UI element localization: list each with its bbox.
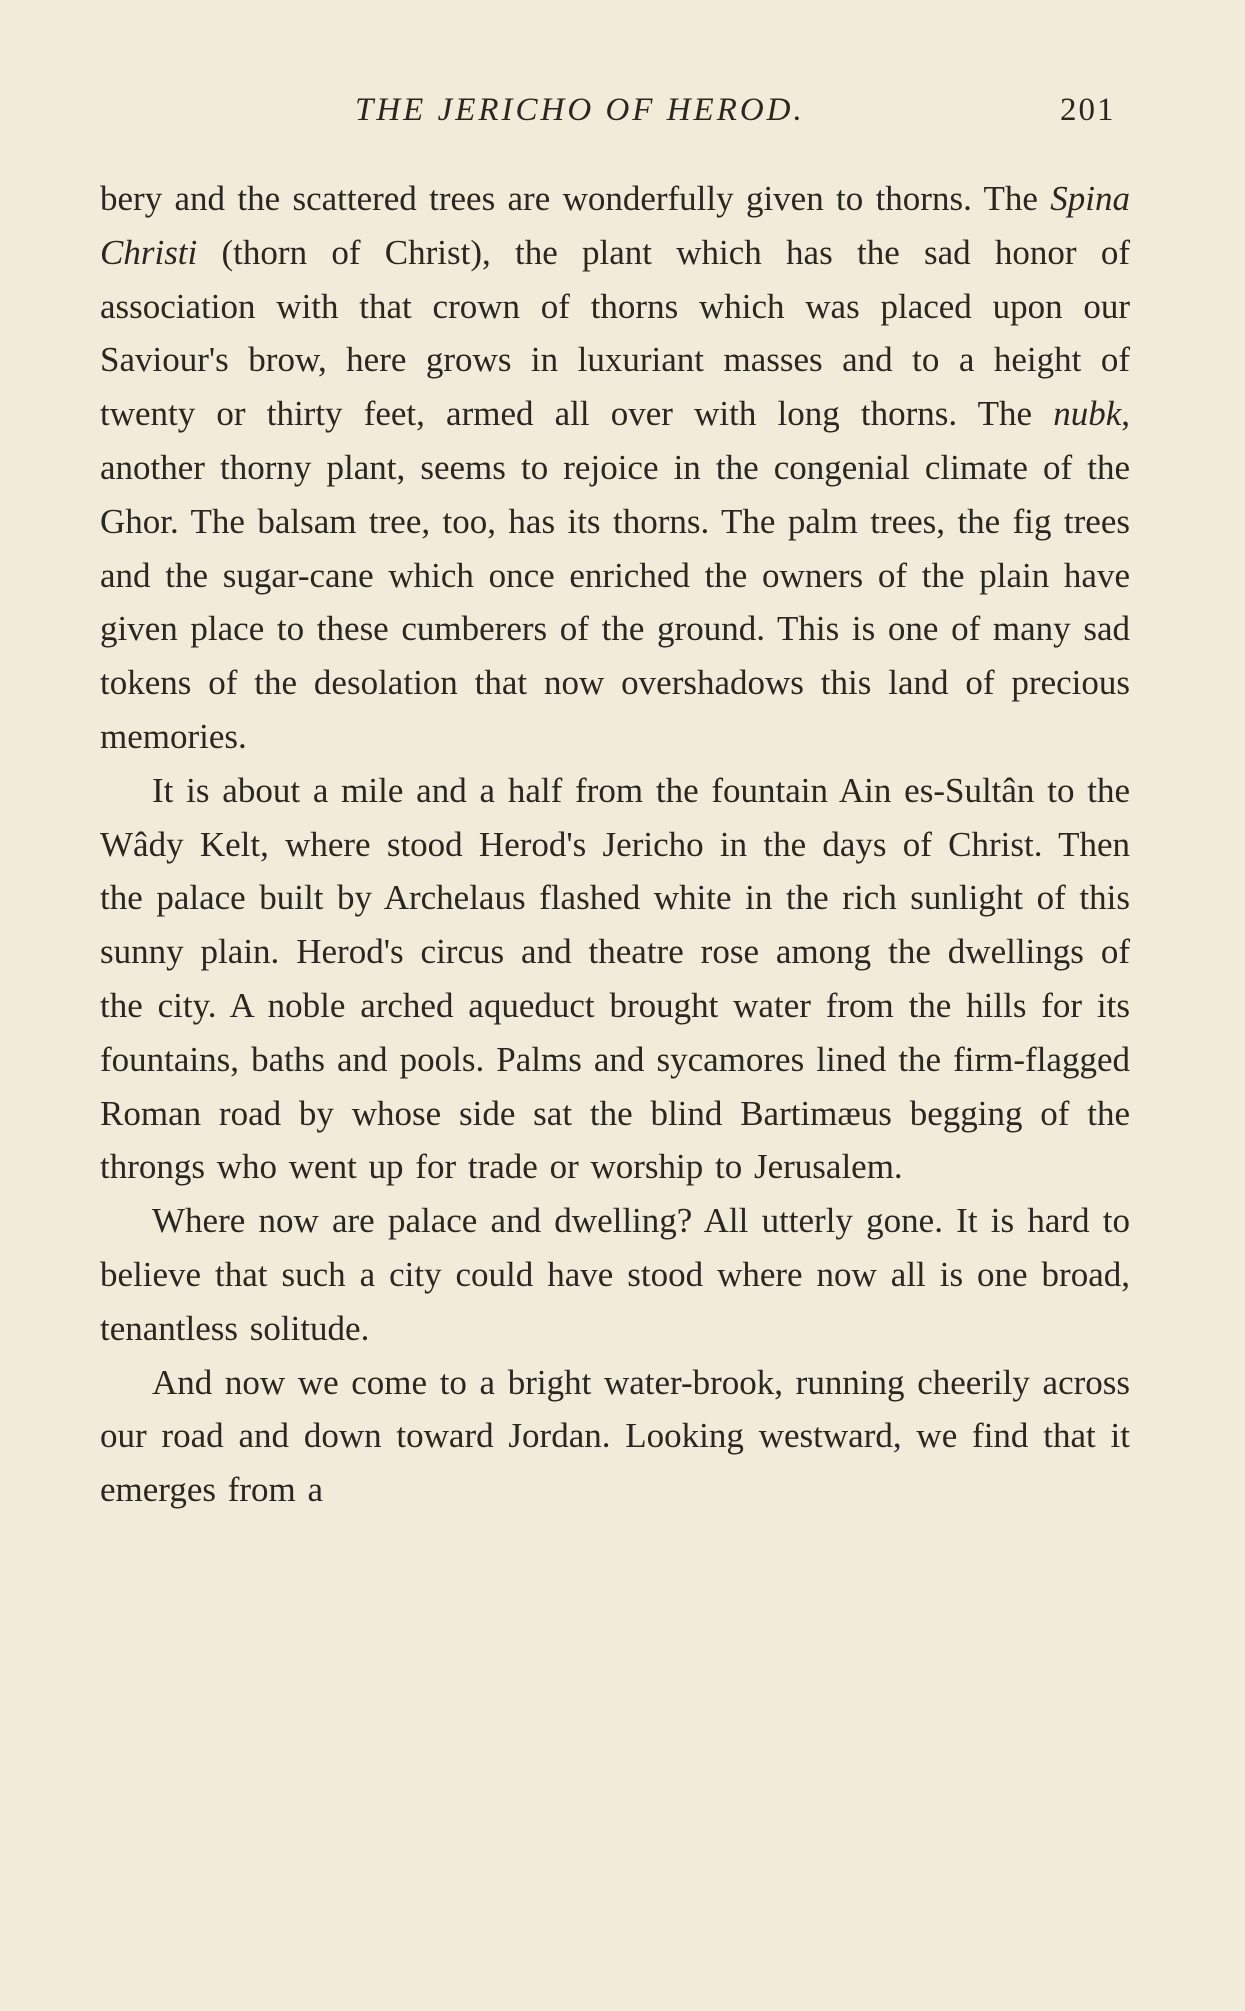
page-header [0,92,1245,142]
term-spina-christi: Spina Christi [100,179,1130,272]
paragraph-1-part-a: bery and the scattered trees are wonderfully given to thorns. The [100,179,1051,218]
page-number: 201 [1060,92,1116,128]
paragraph-1 [100,172,1130,764]
paragraph-1-part-c: , another thorny plant, seems to rejoice in the congenial climate of the Ghor. The balsam tree, too, has its thorns. The palm trees, the fig trees and the sugar-cane which once enriched the owners of the plain have given place to these cumberers of the ground. This is one of many sad tokens of the desolation that now overshadows this land of precious memories. [100,394,1130,756]
paragraph-3: Where now are palace and dwelling? All utterly gone. It is hard to believe that such a city could have stood where now all is one broad, tenantless solitude. [100,1201,1130,1348]
paragraph-2: It is about a mile and a half from the fountain Ain es-Sultân to the Wâdy Kelt, where stood Herod's Jericho in the days of Christ. Then the palace built by Archelaus flashed white in the rich sunlight of this sunny plain. Herod's circus and theatre rose among the dwellings of the city. A noble arched aqueduct brought water from the hills for its fountains, baths and pools. Palms and sycamores lined the firm-flagged Roman road by whose side sat the blind Bartimæus begging of the throngs who went up for trade or worship to Jerusalem. [100,770,1130,1187]
paragraph-4: And now we come to a bright water-brook, running cheerily across our road and down toward Jordan. Looking westward, we find that it emerges from a [100,1362,1130,1510]
running-title: THE JERICHO OF HEROD. [355,92,805,128]
term-nubk: nubk [1053,394,1122,434]
body-text [100,172,1130,1517]
paragraph-1-part-b: (thorn of Christ), the plant which has the sad honor of association with that crown of thorns which was placed upon our Saviour's brow, here grows in luxuriant masses and to a height of twenty or thirty feet, armed all over with long thorns. The [100,232,1130,434]
